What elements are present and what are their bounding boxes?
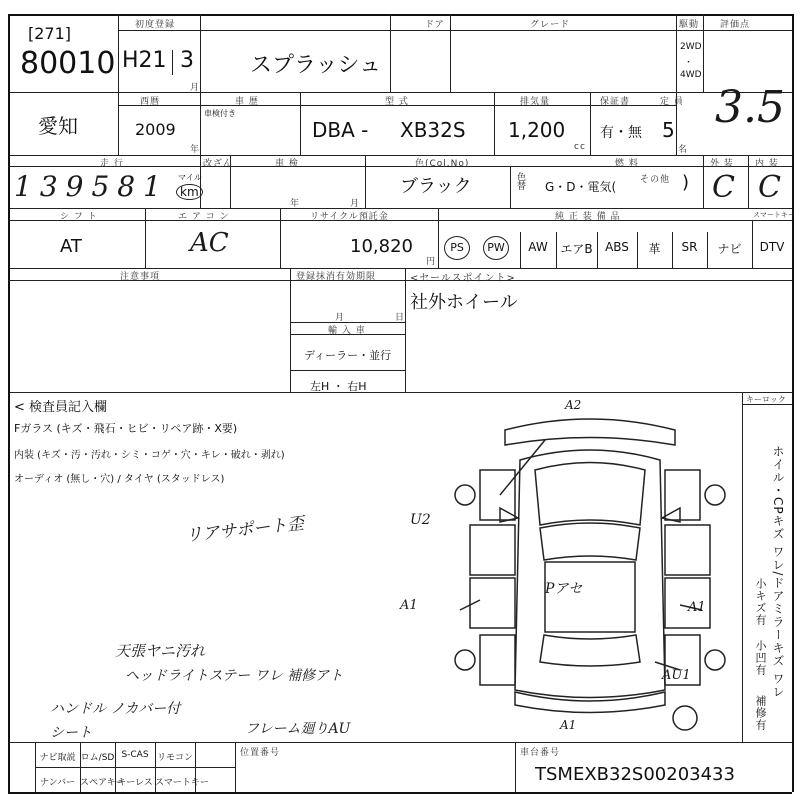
- footer-cell-navi-manual: ナビ取説: [39, 753, 76, 763]
- mark-front: A2: [565, 398, 582, 412]
- remarks-label: 注意事項: [120, 272, 161, 282]
- inspector-label: < 検査員記入欄: [14, 400, 108, 415]
- capacity-label: 定 員: [660, 97, 684, 107]
- import-dealer: ディーラー・並行: [304, 349, 392, 362]
- reg-day-unit: 日: [395, 313, 406, 323]
- footer-cell-number: ナンバー: [40, 778, 75, 788]
- mark-left-side: A1: [400, 598, 418, 613]
- interior-grade: C: [758, 170, 781, 205]
- reg-expiry-label: 登録抹消有効期限: [296, 272, 377, 282]
- model-name: スプラッシュ: [250, 53, 382, 78]
- footer-cell-spare-key: スペアキー: [80, 778, 125, 788]
- lot-label: [271]: [28, 24, 72, 43]
- hand-note-3: ヘッドライトステー ワレ 補修アト: [125, 668, 344, 684]
- first-reg-label: 初度登録: [135, 20, 176, 30]
- recycle-label: リサイクル預託金: [310, 212, 389, 222]
- model-code-label: 型 式: [385, 97, 409, 107]
- model-year: 2009: [135, 120, 176, 139]
- mark-roof: Pアセ: [545, 581, 583, 597]
- reg-month-unit: 月: [335, 313, 346, 323]
- inspection-month-unit: 月: [350, 199, 361, 209]
- mileage-label: 走 行: [100, 159, 124, 169]
- reg-month: 3: [180, 48, 194, 73]
- aircon: AC: [190, 228, 229, 258]
- footer-cell-keyless: キーレス: [117, 778, 153, 788]
- inspector-line1: Fガラス (キズ・飛石・ヒビ・リペア跡・X要): [14, 422, 238, 435]
- side-small-2: 小凹有: [754, 640, 767, 676]
- side-legend: ホイル・CPキズ ワレ/ドアミラーキズ ワレ: [771, 445, 785, 699]
- equip-sr: SR: [681, 240, 698, 254]
- smart-key-label: スマートキー: [753, 211, 795, 219]
- score-label: 評価点: [720, 20, 751, 30]
- score-value: 3.5: [715, 82, 785, 133]
- mark-rear-right: AU1: [662, 668, 691, 683]
- sales-point: 社外ホイール: [410, 292, 518, 313]
- sales-point-label: <セールスポイント>: [410, 273, 516, 284]
- vin-label: 車台番号: [520, 748, 561, 758]
- equipment-label: 純 正 装 備 品: [555, 212, 621, 222]
- model-prefix: DBA -: [312, 118, 369, 142]
- cc-unit: cc: [574, 142, 586, 152]
- fuel-label: 燃 料: [615, 159, 639, 169]
- meter-change-label: 改ざん: [203, 159, 234, 169]
- drive-dot: ・: [684, 58, 694, 68]
- car-type-label: 車 歴: [235, 97, 259, 107]
- capacity: 5: [662, 118, 675, 142]
- equip-pw: PW: [483, 236, 509, 260]
- grade-label: グレード: [530, 20, 571, 30]
- year-unit: 年: [190, 145, 201, 155]
- shift: AT: [60, 236, 82, 257]
- color-change-label: 色替: [515, 172, 525, 190]
- fuel-close: ): [682, 172, 690, 193]
- color-label: 色(Col.No): [415, 159, 470, 169]
- equip-abs: ABS: [605, 240, 629, 254]
- hand-note-1: リアサポート歪: [184, 513, 305, 547]
- equip-navi: ナビ: [717, 242, 742, 256]
- hand-note-4: ハンドル ノカバー付: [50, 701, 181, 717]
- exterior-grade: C: [712, 170, 735, 205]
- drive-2wd: 2WD: [680, 42, 702, 52]
- equip-ps: PS: [444, 236, 470, 260]
- hand-note-2: 天張ヤニ汚れ: [115, 642, 206, 660]
- warranty: 有・無: [600, 125, 642, 141]
- side-small-3: 補修有: [754, 695, 767, 731]
- car-diagram: [440, 400, 740, 740]
- vin: TSMEXB32S00203433: [535, 764, 735, 785]
- equip-aw: AW: [528, 240, 548, 254]
- shift-label: シ フ ト: [60, 212, 98, 222]
- recycle-fee: 10,820: [350, 236, 413, 257]
- car-type-note: 車検付き: [204, 109, 236, 118]
- import-label: 輸 入 車: [328, 326, 366, 336]
- model-code: XB32S: [400, 118, 466, 142]
- region-label: 西暦: [140, 97, 161, 107]
- side-small-1: 小キズ有: [754, 578, 767, 626]
- yen-unit: 円: [426, 257, 437, 267]
- inspector-line2: 内装 (キズ・汚・汚れ・シミ・コゲ・穴・キレ・破れ・剥れ): [14, 450, 285, 461]
- month-unit: 月: [190, 83, 201, 93]
- equip-leather: 革: [648, 242, 661, 256]
- footer-cell-remote: リモコン: [156, 753, 193, 763]
- inspector-line3: オーディオ (無し・穴) / タイヤ (スタッドレス): [14, 474, 225, 485]
- door-label: ドア: [425, 20, 445, 30]
- footer-cell-rom: ロム/SD: [80, 753, 115, 763]
- mileage-unit: km: [176, 184, 203, 200]
- steering: 左H ・ 右H: [310, 380, 367, 393]
- drive-label: 駆動: [679, 20, 700, 30]
- equip-dtv: DTV: [759, 240, 785, 254]
- prefecture: 愛知: [38, 114, 78, 138]
- mark-left-front: U2: [410, 512, 431, 528]
- hand-note-6: フレーム廻りAU: [245, 721, 351, 737]
- exterior-label: 外 装: [710, 159, 734, 169]
- drive-4wd: 4WD: [680, 70, 702, 80]
- other-price-label: その他: [640, 175, 671, 185]
- footer-cell-scas: S-CAS: [121, 750, 149, 760]
- key-lock-label: キーロック: [746, 395, 786, 404]
- hand-note-5: シート: [50, 725, 92, 741]
- year-era: H21: [122, 48, 167, 73]
- mileage-unit-top: マイル: [178, 173, 202, 182]
- warranty-label: 保証書: [600, 97, 631, 107]
- lot-number: 80010: [20, 46, 116, 81]
- fuel: G・D・電気(: [545, 180, 617, 194]
- mark-right-side: A1: [688, 600, 706, 615]
- color: ブラック: [400, 176, 472, 197]
- inspection-year-unit: 年: [290, 199, 301, 209]
- displacement-label: 排気量: [520, 97, 551, 107]
- equip-airbag: エアB: [560, 242, 593, 256]
- aircon-label: エ ア コ ン: [178, 212, 230, 222]
- person-unit: 名: [678, 145, 689, 155]
- interior-label: 内 装: [755, 159, 779, 169]
- position-label: 位置番号: [240, 748, 281, 758]
- mark-rear: A1: [560, 718, 577, 732]
- mileage: 139581: [14, 170, 169, 203]
- footer-cell-smart-key: スマートキー: [155, 778, 209, 788]
- displacement: 1,200: [508, 118, 566, 142]
- inspection-label: 車 検: [275, 159, 299, 169]
